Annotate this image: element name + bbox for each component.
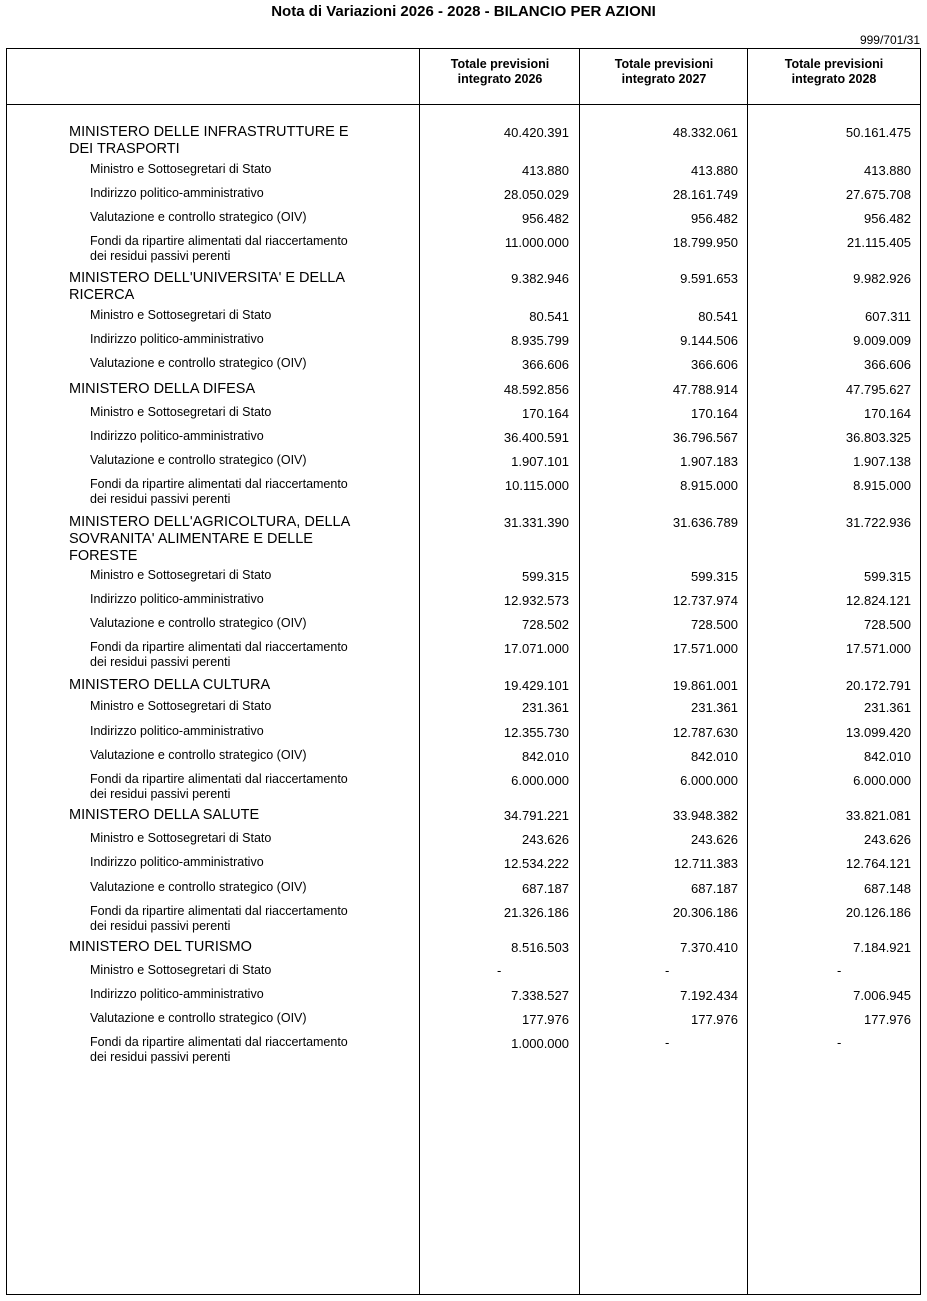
action-label: Indirizzo politico-amministrativo bbox=[90, 724, 264, 738]
value-2026: 40.420.391 bbox=[503, 125, 569, 140]
value-2027: 9.591.653 bbox=[680, 271, 738, 286]
value-2028: 36.803.325 bbox=[845, 430, 911, 445]
value-2028: 956.482 bbox=[864, 211, 911, 226]
value-2026: - bbox=[497, 963, 502, 978]
value-2027: 18.799.950 bbox=[672, 235, 738, 250]
ministry-label: MINISTERO DELLA SALUTE bbox=[69, 807, 260, 823]
value-2028: 7.006.945 bbox=[853, 988, 911, 1003]
header-divider bbox=[7, 104, 920, 105]
value-2028: 27.675.708 bbox=[845, 187, 911, 202]
action-label: Fondi da ripartire alimentati dal riaccertamento dei residui passivi perenti bbox=[90, 477, 348, 506]
value-2026: 8.516.503 bbox=[511, 940, 569, 955]
action-label: Indirizzo politico-amministrativo bbox=[90, 592, 264, 606]
value-2028: 33.821.081 bbox=[845, 808, 911, 823]
value-2027: 687.187 bbox=[691, 881, 738, 896]
value-2026: 6.000.000 bbox=[511, 773, 569, 788]
value-2026: 17.071.000 bbox=[503, 641, 569, 656]
value-2028: 47.795.627 bbox=[845, 382, 911, 397]
value-2027: - bbox=[665, 963, 670, 978]
value-2026: 12.355.730 bbox=[503, 725, 569, 740]
value-2028: 6.000.000 bbox=[853, 773, 911, 788]
value-2026: 28.050.029 bbox=[503, 187, 569, 202]
budget-table bbox=[6, 48, 921, 1295]
value-2027: 48.332.061 bbox=[672, 125, 738, 140]
action-label: Valutazione e controllo strategico (OIV) bbox=[90, 748, 307, 762]
value-2026: 9.382.946 bbox=[511, 271, 569, 286]
value-2027: 177.976 bbox=[691, 1012, 738, 1027]
value-2028: 9.982.926 bbox=[853, 271, 911, 286]
column-divider bbox=[747, 49, 748, 1294]
ministry-label: MINISTERO DELL'UNIVERSITA' E DELLA RICERCA bbox=[69, 270, 346, 303]
value-2027: 7.192.434 bbox=[680, 988, 738, 1003]
column-header-2026: Totale previsioni integrato 2026 bbox=[450, 57, 550, 86]
value-2027: 728.500 bbox=[691, 617, 738, 632]
value-2026: 1.907.101 bbox=[511, 454, 569, 469]
value-2028: 842.010 bbox=[864, 749, 911, 764]
value-2028: 20.126.186 bbox=[845, 905, 911, 920]
action-label: Ministro e Sottosegretari di Stato bbox=[90, 405, 272, 419]
value-2028: 1.907.138 bbox=[853, 454, 911, 469]
value-2027: 31.636.789 bbox=[672, 515, 738, 530]
action-label: Indirizzo politico-amministrativo bbox=[90, 332, 264, 346]
ministry-label: MINISTERO DELL'AGRICOLTURA, DELLA SOVRANITA' ALIMENTARE E DELLE FORESTE bbox=[69, 514, 351, 564]
value-2028: 243.626 bbox=[864, 832, 911, 847]
value-2027: 1.907.183 bbox=[680, 454, 738, 469]
value-2028: 231.361 bbox=[864, 700, 911, 715]
value-2028: 170.164 bbox=[864, 406, 911, 421]
value-2026: 36.400.591 bbox=[503, 430, 569, 445]
value-2026: 12.534.222 bbox=[503, 856, 569, 871]
action-label: Valutazione e controllo strategico (OIV) bbox=[90, 453, 307, 467]
action-label: Ministro e Sottosegretari di Stato bbox=[90, 568, 272, 582]
value-2026: 21.326.186 bbox=[503, 905, 569, 920]
action-label: Ministro e Sottosegretari di Stato bbox=[90, 831, 272, 845]
value-2028: 20.172.791 bbox=[845, 678, 911, 693]
action-label: Fondi da ripartire alimentati dal riaccertamento dei residui passivi perenti bbox=[90, 640, 348, 669]
value-2028: 9.009.009 bbox=[853, 333, 911, 348]
value-2026: 177.976 bbox=[522, 1012, 569, 1027]
ministry-label: MINISTERO DELLE INFRASTRUTTURE E DEI TRASPORTI bbox=[69, 124, 349, 157]
value-2027: 36.796.567 bbox=[672, 430, 738, 445]
value-2026: 48.592.856 bbox=[503, 382, 569, 397]
action-label: Indirizzo politico-amministrativo bbox=[90, 186, 264, 200]
document-code: 999/701/31 bbox=[859, 33, 920, 47]
action-label: Valutazione e controllo strategico (OIV) bbox=[90, 1011, 307, 1025]
value-2028: 599.315 bbox=[864, 569, 911, 584]
action-label: Ministro e Sottosegretari di Stato bbox=[90, 308, 272, 322]
action-label: Valutazione e controllo strategico (OIV) bbox=[90, 880, 307, 894]
value-2028: 7.184.921 bbox=[853, 940, 911, 955]
value-2026: 1.000.000 bbox=[511, 1036, 569, 1051]
value-2028: 12.764.121 bbox=[845, 856, 911, 871]
column-divider bbox=[579, 49, 580, 1294]
action-label: Ministro e Sottosegretari di Stato bbox=[90, 963, 272, 977]
value-2027: 6.000.000 bbox=[680, 773, 738, 788]
value-2028: - bbox=[837, 1035, 842, 1050]
value-2027: 28.161.749 bbox=[672, 187, 738, 202]
column-header-2028: Totale previsioni integrato 2028 bbox=[784, 57, 884, 86]
value-2026: 12.932.573 bbox=[503, 593, 569, 608]
value-2026: 7.338.527 bbox=[511, 988, 569, 1003]
value-2028: 607.311 bbox=[864, 309, 911, 324]
value-2028: 17.571.000 bbox=[845, 641, 911, 656]
value-2026: 170.164 bbox=[522, 406, 569, 421]
value-2027: 413.880 bbox=[691, 163, 738, 178]
action-label: Fondi da ripartire alimentati dal riaccertamento dei residui passivi perenti bbox=[90, 234, 348, 263]
value-2027: 8.915.000 bbox=[680, 478, 738, 493]
value-2027: 956.482 bbox=[691, 211, 738, 226]
action-label: Fondi da ripartire alimentati dal riaccertamento dei residui passivi perenti bbox=[90, 772, 348, 801]
value-2026: 11.000.000 bbox=[504, 235, 569, 250]
column-header-2027: Totale previsioni integrato 2027 bbox=[614, 57, 714, 86]
value-2028: 50.161.475 bbox=[845, 125, 911, 140]
action-label: Valutazione e controllo strategico (OIV) bbox=[90, 210, 307, 224]
action-label: Fondi da ripartire alimentati dal riaccertamento dei residui passivi perenti bbox=[90, 1035, 348, 1064]
action-label: Indirizzo politico-amministrativo bbox=[90, 987, 264, 1001]
value-2028: 728.500 bbox=[864, 617, 911, 632]
value-2026: 956.482 bbox=[522, 211, 569, 226]
value-2027: 20.306.186 bbox=[672, 905, 738, 920]
value-2026: 243.626 bbox=[522, 832, 569, 847]
action-label: Fondi da ripartire alimentati dal riaccertamento dei residui passivi perenti bbox=[90, 904, 348, 933]
value-2027: 231.361 bbox=[691, 700, 738, 715]
value-2026: 31.331.390 bbox=[503, 515, 569, 530]
value-2027: 366.606 bbox=[691, 357, 738, 372]
value-2028: 8.915.000 bbox=[853, 478, 911, 493]
value-2027: 9.144.506 bbox=[680, 333, 738, 348]
value-2028: 12.824.121 bbox=[845, 593, 911, 608]
column-divider bbox=[419, 49, 420, 1294]
value-2027: 170.164 bbox=[691, 406, 738, 421]
value-2026: 8.935.799 bbox=[511, 333, 569, 348]
action-label: Valutazione e controllo strategico (OIV) bbox=[90, 616, 307, 630]
value-2028: 413.880 bbox=[864, 163, 911, 178]
value-2028: 687.148 bbox=[864, 881, 911, 896]
action-label: Valutazione e controllo strategico (OIV) bbox=[90, 356, 307, 370]
page-title: Nota di Variazioni 2026 - 2028 - BILANCIO PER AZIONI bbox=[271, 3, 656, 20]
value-2027: 599.315 bbox=[691, 569, 738, 584]
value-2026: 80.541 bbox=[529, 309, 569, 324]
value-2027: 842.010 bbox=[691, 749, 738, 764]
value-2027: 12.787.630 bbox=[672, 725, 738, 740]
value-2026: 10.115.000 bbox=[504, 478, 569, 493]
value-2028: 21.115.405 bbox=[846, 235, 911, 250]
value-2026: 842.010 bbox=[522, 749, 569, 764]
ministry-label: MINISTERO DELLA DIFESA bbox=[69, 381, 256, 397]
value-2027: 80.541 bbox=[698, 309, 738, 324]
action-label: Ministro e Sottosegretari di Stato bbox=[90, 699, 272, 713]
value-2028: 366.606 bbox=[864, 357, 911, 372]
value-2026: 599.315 bbox=[522, 569, 569, 584]
value-2027: 19.861.001 bbox=[672, 678, 738, 693]
action-label: Indirizzo politico-amministrativo bbox=[90, 429, 264, 443]
value-2028: 177.976 bbox=[864, 1012, 911, 1027]
value-2027: 33.948.382 bbox=[672, 808, 738, 823]
value-2027: 17.571.000 bbox=[672, 641, 738, 656]
ministry-label: MINISTERO DELLA CULTURA bbox=[69, 677, 271, 693]
value-2026: 728.502 bbox=[522, 617, 569, 632]
value-2027: - bbox=[665, 1035, 670, 1050]
value-2026: 413.880 bbox=[522, 163, 569, 178]
value-2027: 7.370.410 bbox=[680, 940, 738, 955]
value-2026: 231.361 bbox=[522, 700, 569, 715]
action-label: Indirizzo politico-amministrativo bbox=[90, 855, 264, 869]
value-2028: - bbox=[837, 963, 842, 978]
value-2027: 47.788.914 bbox=[672, 382, 738, 397]
value-2026: 366.606 bbox=[522, 357, 569, 372]
value-2027: 12.737.974 bbox=[672, 593, 738, 608]
value-2027: 12.711.383 bbox=[673, 856, 738, 871]
ministry-label: MINISTERO DEL TURISMO bbox=[69, 939, 252, 955]
value-2028: 13.099.420 bbox=[845, 725, 911, 740]
value-2026: 34.791.221 bbox=[503, 808, 569, 823]
action-label: Ministro e Sottosegretari di Stato bbox=[90, 162, 272, 176]
value-2026: 687.187 bbox=[522, 881, 569, 896]
value-2028: 31.722.936 bbox=[845, 515, 911, 530]
value-2027: 243.626 bbox=[691, 832, 738, 847]
value-2026: 19.429.101 bbox=[503, 678, 569, 693]
